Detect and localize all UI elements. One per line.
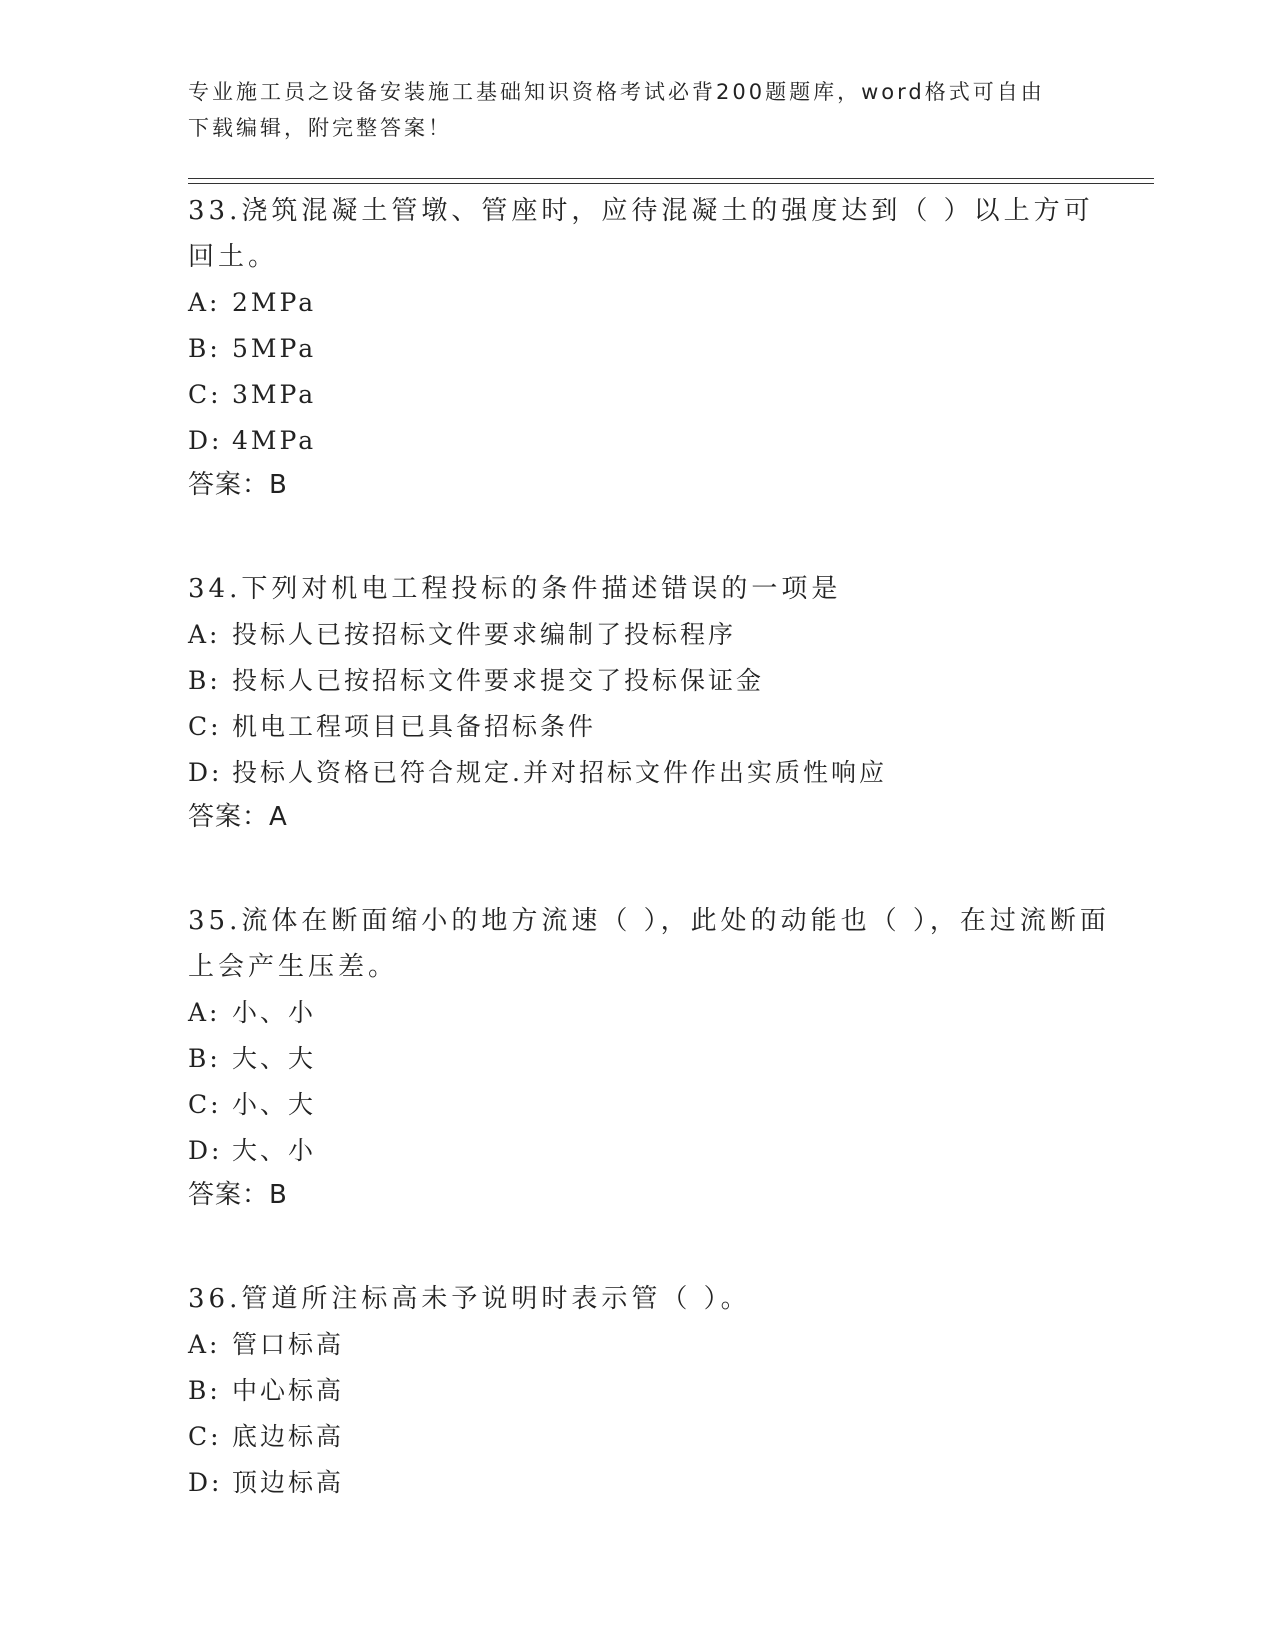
option-letter: A: (188, 620, 221, 649)
option-letter: C: (188, 380, 222, 409)
option-letter: D: (188, 758, 223, 787)
question-33 (188, 188, 1118, 506)
question-stem: 34.下列对机电工程投标的条件描述错误的一项是 (188, 574, 842, 604)
answer-text: 答案：B (188, 1180, 288, 1210)
option-a (188, 612, 1118, 658)
option-letter: D: (188, 1136, 223, 1165)
option-b (188, 326, 1118, 372)
option-a (188, 1322, 1118, 1368)
document-header (188, 74, 1088, 146)
question-stem: 33.浇筑混凝土管墩、管座时，应待混凝土的强度达到（ ）以上方可回土。 (188, 196, 1094, 272)
option-text: 4MPa (232, 426, 317, 455)
option-text: 中心标高 (232, 1376, 345, 1405)
option-c (188, 372, 1118, 418)
option-c (188, 1414, 1118, 1460)
option-text: 2MPa (232, 288, 317, 317)
question-34 (188, 566, 1118, 838)
option-text: 投标人已按招标文件要求提交了投标保证金 (232, 666, 765, 695)
option-text: 投标人资格已符合规定.并对招标文件作出实质性响应 (232, 758, 887, 787)
option-b (188, 1368, 1118, 1414)
option-d (188, 1460, 1118, 1506)
option-letter: A: (188, 288, 221, 317)
option-text: 大、大 (232, 1044, 317, 1073)
question-36 (188, 1276, 1118, 1506)
header-line-1: 专业施工员之设备安装施工基础知识资格考试必背200题题库，word格式可自由 (188, 80, 1045, 104)
option-d (188, 418, 1118, 464)
option-letter: A: (188, 998, 221, 1027)
option-text: 大、小 (232, 1136, 317, 1165)
question-stem: 35.流体在断面缩小的地方流速（ ），此处的动能也（ ），在过流断面上会产生压差。 (188, 906, 1110, 982)
option-d (188, 750, 1118, 796)
option-c (188, 1082, 1118, 1128)
option-letter: B: (188, 1044, 221, 1073)
option-a (188, 990, 1118, 1036)
option-letter: D: (188, 1468, 223, 1497)
option-text: 小、大 (232, 1090, 317, 1119)
option-text: 底边标高 (232, 1422, 345, 1451)
question-35 (188, 898, 1118, 1216)
option-text: 3MPa (232, 380, 317, 409)
option-letter: C: (188, 712, 222, 741)
option-text: 5MPa (232, 334, 317, 363)
option-b (188, 1036, 1118, 1082)
option-text: 投标人已按招标文件要求编制了投标程序 (232, 620, 737, 649)
question-stem: 36.管道所注标高未予说明时表示管（ ）。 (188, 1284, 751, 1314)
header-line-2: 下载编辑，附完整答案！ (188, 116, 452, 140)
option-a (188, 280, 1118, 326)
option-text: 管口标高 (232, 1330, 345, 1359)
option-letter: B: (188, 334, 221, 363)
option-text: 顶边标高 (232, 1468, 345, 1497)
option-b (188, 658, 1118, 704)
header-divider-bottom (188, 183, 1154, 184)
option-letter: C: (188, 1422, 222, 1451)
option-letter: B: (188, 1376, 221, 1405)
header-divider-top (188, 178, 1154, 179)
option-c (188, 704, 1118, 750)
option-letter: B: (188, 666, 221, 695)
option-letter: A: (188, 1330, 221, 1359)
option-letter: D: (188, 426, 223, 455)
option-letter: C: (188, 1090, 222, 1119)
option-d (188, 1128, 1118, 1174)
option-text: 机电工程项目已具备招标条件 (232, 712, 597, 741)
answer-text: 答案：A (188, 802, 288, 832)
option-text: 小、小 (232, 998, 317, 1027)
question-list (188, 188, 1118, 1506)
answer-text: 答案：B (188, 470, 288, 500)
